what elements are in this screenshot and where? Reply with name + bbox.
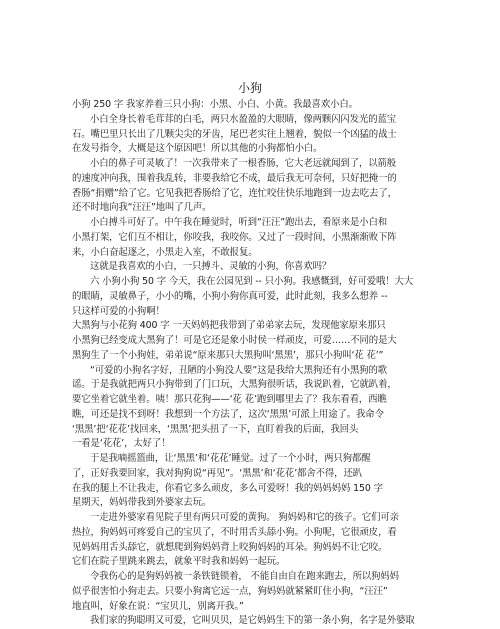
text-line: 小白的鼻子可灵敏了！一次我带来了一根香肠，它大老远就闻到了，以箭般 [90,158,397,169]
text-line: 的眼睛，灵敏鼻子，小小的嘴，小狗小狗你真可爱，此时此刻，我多么想养 -- [72,290,388,302]
text-line: 香肠“捐赠”给了它。它见我把香肠给了它，连忙咬住快乐地跑到一边去吃去了， [72,187,397,199]
text-line: 一走进外婆家看见院子里有两只可爱的黄狗。 狗妈妈和它的孩子。它们可亲 [90,512,399,523]
text-line: 了，正好我要回家，我对狗狗说“再见”。‘黑黑’和‘花花’都舍不得，还趴 [72,467,363,479]
text-line: 它们在院子里跳来跳去，就象平时我和妈妈一起玩。 [72,556,286,568]
text-line: 似乎很害怕小狗走去。只要小狗离它远一点，狗妈妈就紧紧盯住小狗，“汪汪” [72,585,388,597]
text-line: 星期天，妈妈带我到外婆家去玩。 [72,497,212,509]
text-line: 石。嘴巴里只长出了几颗尖尖的牙齿，尾巴老实往上翘着，貌似一个凶猛的战士 [72,128,397,140]
text-line: 要它坐着它就坐着。咦！那只花狗——‘花 花’跑到哪里去了？我东看看，西瞧 [72,394,387,405]
text-line: 一看是‘花花’，太好了！ [72,438,171,450]
text-line: 在发号指令，大概是这个原因吧！所以其他的小狗都怕小白。 [72,143,323,155]
text-line: 六 小狗小狗 50 字 今天，我在公园见到 -- 只小狗。我感慨到，好可爱哦！大大 [90,276,414,287]
text-line: 谣。于是我就把两只小狗带到了门口玩，大黑狗很听话，我说趴着，它就趴着， [72,379,397,391]
text-line: 见妈妈用舌头舔它，就想爬到狗妈妈背上咬狗妈妈的耳朵。狗妈妈不让它咬。 [72,541,388,553]
text-line: 只这样可爱的小狗啊！ [72,305,165,317]
document-title: 小狗 [237,81,262,95]
text-line: 的速度冲向我，围着我乱转，非要我给它不成，最后我无可奈何，只好把掩一的 [72,172,397,184]
text-line: 还不时地向我“汪汪”地叫了几声。 [72,202,212,214]
text-line: 这就是我喜欢的小白，一只搏斗、灵敏的小狗，你喜欢吗？ [90,261,332,273]
text-line: 小黑狗已经变成大黑狗了！可是它还是象小时侯一样顽皮，可爱……不同的是大 [72,335,397,346]
text-line: 热拉，狗妈妈可疼爱自己的宝贝了，不时用舌头舔小狗。小狗呢，它很顽皮，看 [72,526,397,538]
text-line: “可爱的小狗名字好，丑陋的小狗没人要”这是我给大黑狗还有小黑狗的歌 [90,364,388,376]
text-line: 小黑打架，它们互不相让，你咬我，我咬你。又过了一段时间，小黑渐渐败下阵 [72,231,397,243]
text-line: 大黑狗与小花狗 400 字 一天妈妈把我带到了弟弟家去玩，发现他家原来那只 [72,320,386,332]
text-line: ‘黑黑’把‘花花’找回来，‘黑黑’把头扭了一下，直盯着我的后面，我回头 [72,423,359,435]
text-line: 小狗 250 字 我家养着三只小狗：小黑、小白、小黄。我最喜欢小白。 [72,99,358,110]
text-line: 地直叫，好象在说：“宝贝儿，别离开我。” [72,600,244,612]
text-line: 在我的腿上不让我走，你看它多么顽皮，多么可爱呀！我的妈妈妈妈 150 字 [72,482,383,494]
text-line: 我们家的狗聪明又可爱，它叫贝贝，是它妈妈生下的第一条小狗，名字是外婆取 [90,615,415,627]
text-line: 瞧，可还是找不到呀！我想到一个方法了，这次‘黑黑’可派上用途了。我命令 [72,408,384,420]
text-line: 于是我嘀摇篮曲，让‘黑黑’和‘花花’睡觉。过了一个小时，两只狗都醒 [90,453,371,464]
text-line: 黑狗生了一个小狗娃，弟弟说“原来那只大黑狗叫‘黑黑’，那只小狗叫‘花 花’” [72,349,384,361]
text-line: 小白搏斗可好了。中午我在睡觉时，听到“汪汪”跑出去，看原来是小白和 [90,217,388,228]
text-line: 来，小白奋起逐之，小黑走入室，不敢报复。 [72,246,258,258]
text-line: 小白全身长着毛茸茸的白毛，两只水盈盈的大眼睛，像两颗闪闪发光的蓝宝 [90,113,397,125]
text-line: 令我伤心的是狗妈妈被一条铁链锁着， 不能自由自在跑来跑去，所以狗妈妈 [90,571,399,582]
document-body [0,98,500,629]
